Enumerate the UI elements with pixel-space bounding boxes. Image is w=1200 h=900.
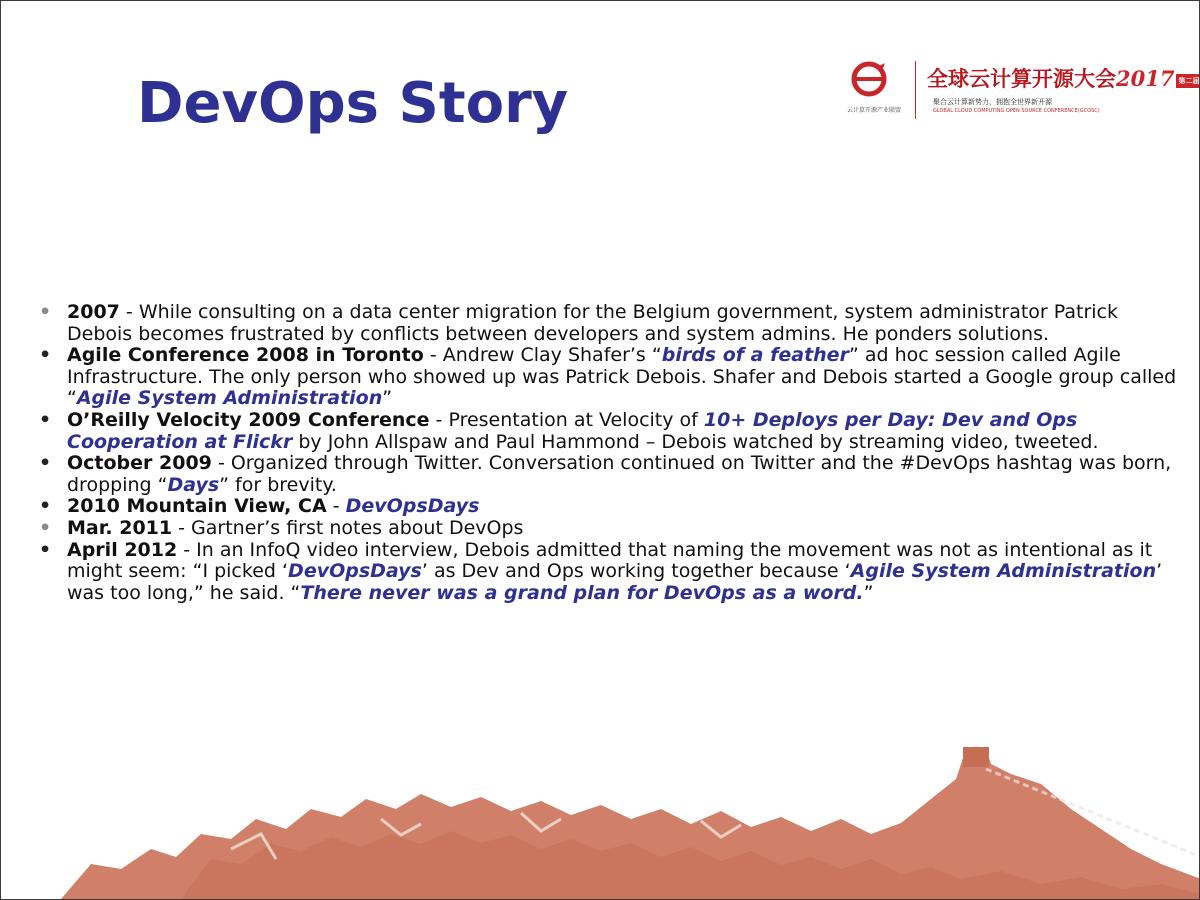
- great-wall-mountains-decoration: [1, 739, 1200, 899]
- timeline-item-2012: [39, 540, 1179, 605]
- item-date: Agile Conference 2008 in Toronto: [67, 344, 424, 367]
- item-text: - Andrew Clay Shafer’s “: [423, 344, 662, 367]
- logo-subtitle-en: GLOBAL CLOUD COMPUTING OPEN SOURCE CONFERENCE(GCOSC): [933, 108, 1100, 114]
- item-text: - Organized through Twitter. Conversation continued on Twitter and the #DevOps hashtag was born, dropping “: [67, 452, 1172, 496]
- item-text: ”: [863, 581, 874, 604]
- logo-subtitle-cn: 聚合云计算新势力，拥抱全世界新开源: [933, 98, 1052, 106]
- item-text: ” ad hoc session called Agile Infrastructure. The only person who showed up was Patrick Debois. Shafer and Debois started a Google group called “: [67, 344, 1177, 410]
- item-date: April 2012: [67, 538, 178, 561]
- item-date: O’Reilly Velocity 2009 Conference: [67, 408, 430, 431]
- timeline-item-2011: [39, 518, 1179, 540]
- bullet: •: [39, 495, 52, 518]
- logo-badge: 第二届: [1176, 74, 1200, 88]
- bullet: •: [39, 408, 52, 431]
- item-text: -: [326, 495, 346, 518]
- item-text: - In an InfoQ video interview, Debois admitted that naming the movement was not as intentional as it might seem: “I picked ‘: [67, 538, 1153, 583]
- item-date: 2010 Mountain View, CA: [67, 495, 327, 518]
- logo-divider: [915, 61, 916, 119]
- timeline-item-2009-velocity: [39, 410, 1179, 453]
- bullet: •: [39, 538, 52, 561]
- item-text: - Presentation at Velocity of: [429, 408, 704, 431]
- item-highlight: birds of a feather: [661, 344, 849, 367]
- item-date: 2007: [67, 301, 120, 323]
- item-date: Mar. 2011: [67, 516, 173, 539]
- item-highlight: 10+ Deploys per Day: Dev and Ops Cooperation at Flickr: [67, 408, 1078, 453]
- logo-caption: 云计算开源产业联盟: [847, 107, 902, 114]
- bullet: •: [39, 516, 52, 539]
- item-highlight: There never was a grand plan for DevOps as a word.: [300, 581, 864, 604]
- timeline-item-2008: [39, 345, 1179, 410]
- logo-title: 全球云计算开源大会: [927, 66, 1116, 91]
- item-lead: [67, 301, 1118, 345]
- logo-main-text: [927, 63, 1200, 93]
- item-highlight: Days: [167, 473, 220, 496]
- item-text: ”: [382, 387, 393, 410]
- slide-title: DevOps Story: [137, 71, 569, 136]
- item-text: ’ as Dev and Ops working together because ‘: [421, 560, 851, 583]
- timeline-item-2010: [39, 496, 1179, 518]
- conference-logo: [847, 59, 1200, 123]
- bullet: •: [39, 301, 52, 323]
- bullet: •: [39, 344, 52, 367]
- item-text: - While consulting on a data center migration for the Belgium government, system administrator Patrick Debois becomes frustrated by conflicts between developers and system admins. He ponders solutions.: [67, 301, 1119, 345]
- item-highlight: DevOpsDays: [288, 560, 422, 583]
- item-text: - Gartner’s first notes about DevOps: [172, 516, 524, 539]
- logo-year: 2017: [1116, 66, 1175, 91]
- bullet: •: [39, 452, 52, 475]
- timeline-item-2009-october: [39, 453, 1179, 496]
- timeline-list: [39, 302, 1179, 604]
- item-highlight: Agile System Administration: [850, 560, 1157, 583]
- timeline-item-2007: [39, 302, 1179, 345]
- item-highlight: Agile System Administration: [76, 387, 383, 410]
- item-date: October 2009: [67, 452, 212, 475]
- item-text: ” for brevity.: [219, 473, 337, 496]
- item-text: by John Allspaw and Paul Hammond – Debois watched by streaming video, tweeted.: [292, 430, 1099, 453]
- item-highlight: DevOpsDays: [345, 495, 480, 518]
- item-text: ’ was too long,” he said. “: [67, 560, 1163, 604]
